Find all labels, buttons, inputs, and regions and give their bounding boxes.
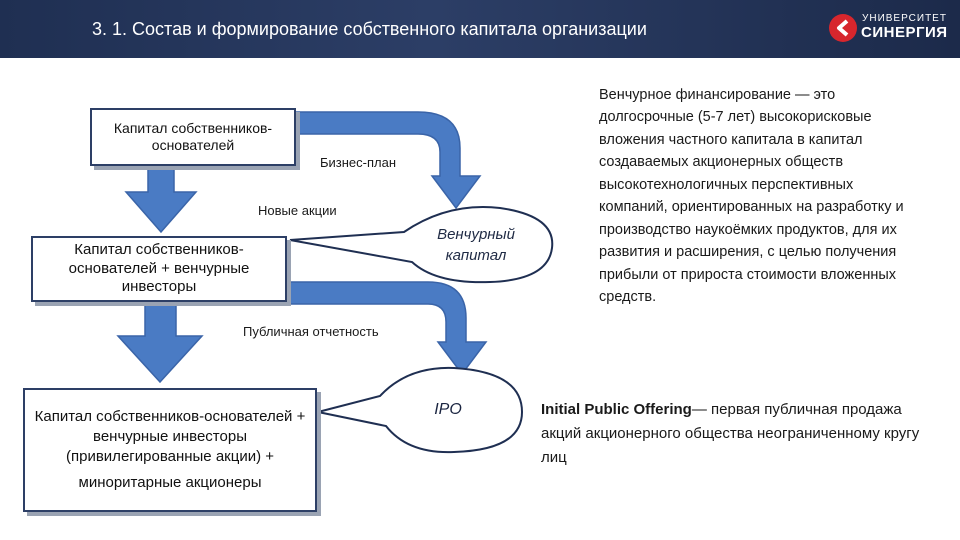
down-arrow-2 — [118, 304, 202, 382]
founders-capital-box: Капитал собственников-основателей — [90, 108, 296, 166]
founders-venture-capital-box: Капитал собственников-основателей + венчурные инвесторы — [31, 236, 287, 302]
box3-text-main: Капитал собственников-основателей + венчурные инвесторы (привилегированные акции) + — [34, 407, 306, 465]
logo-text-top: УНИВЕРСИТЕТ — [862, 13, 947, 24]
logo-text-bottom: СИНЕРГИЯ — [861, 24, 948, 41]
ipo-definition — [541, 398, 941, 470]
down-arrow-1 — [126, 168, 196, 232]
venture-term: Венчурное финансирование — [599, 87, 791, 103]
page-title: 3. 1. Состав и формирование собственного капитала организации — [92, 19, 647, 39]
box3-text-minority: миноритарные акционеры — [78, 474, 262, 492]
ipo-definition-text: — первая публичная продажа акций акционерного общества неограниченному кругу лиц — [541, 401, 920, 466]
label-new-shares: Новые акции — [258, 203, 337, 218]
venture-financing-definition — [599, 84, 919, 309]
bubble-venture-text: Венчурный капитал — [437, 226, 515, 264]
label-public-reporting: Публичная отчетность — [243, 324, 379, 339]
bubble-ipo-text: IPO — [434, 401, 462, 418]
founders-venture-minority-box — [23, 388, 317, 512]
ipo-term: Initial Public Offering — [541, 401, 692, 418]
label-business-plan: Бизнес-план — [320, 155, 397, 170]
venture-definition-text: — это долгосрочные (5-7 лет) высокорисковые вложения частного капитала в капитал создаваемых акционерных обществ высокотехнологичных перспективных компаний, ориентированных на разработку и производство наукоёмких продуктов, для их развития и расширения, с целью получения прибыли от прироста стоимости вложенных средств. — [599, 87, 904, 306]
